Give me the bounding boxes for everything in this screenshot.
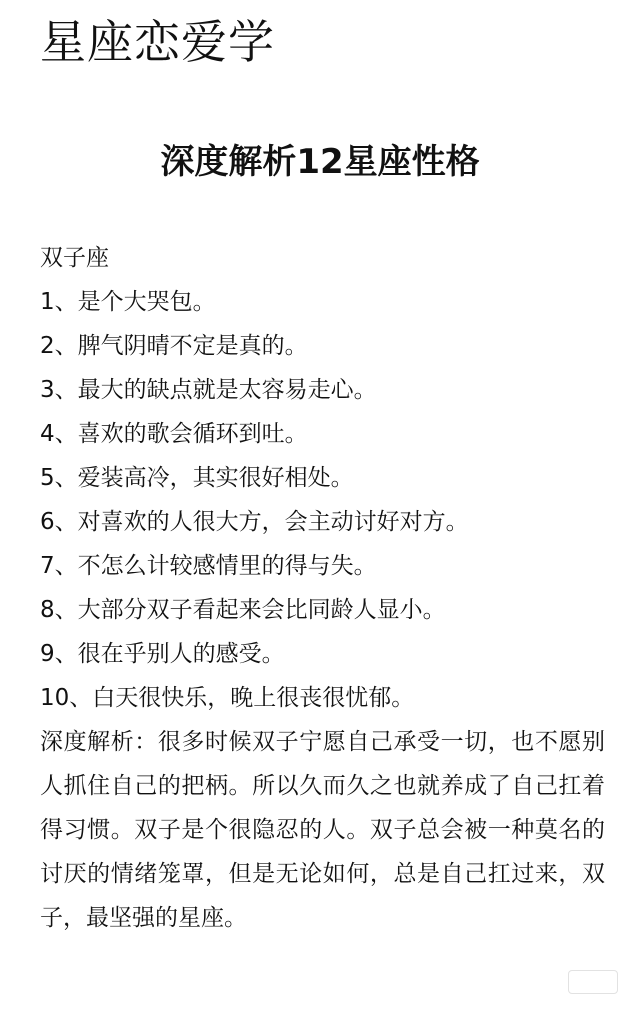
list-item: 2、脾气阴晴不定是真的。 [40, 333, 308, 359]
site-title: 星座恋爱学 [40, 15, 275, 69]
list-item: 7、不怎么计较感情里的得与失。 [40, 553, 377, 579]
analysis-paragraph: 深度解析：很多时候双子宁愿自己承受一切，也不愿别人抓住自己的把柄。所以久而久之也就养成了自己扛着得习惯。双子是个很隐忍的人。双子总会被一种莫名的讨厌的情绪笼罩，但是无论如何，总是自己扛过来，双子，最坚强的星座。 [40, 729, 605, 931]
list-item: 3、最大的缺点就是太容易走心。 [40, 377, 377, 403]
list-item: 8、大部分双子看起来会比同龄人显小。 [40, 597, 446, 623]
watermark-logo [568, 970, 618, 994]
list-item: 1、是个大哭包。 [40, 289, 216, 315]
article-body [40, 236, 605, 940]
sign-heading: 双子座 [40, 245, 109, 271]
article-title: 深度解析12星座性格 [160, 142, 480, 182]
list-item: 10、白天很快乐，晚上很丧很忧郁。 [40, 685, 415, 711]
list-item: 6、对喜欢的人很大方，会主动讨好对方。 [40, 509, 469, 535]
list-item: 4、喜欢的歌会循环到吐。 [40, 421, 308, 447]
list-item: 5、爱装高冷，其实很好相处。 [40, 465, 354, 491]
list-item: 9、很在乎别人的感受。 [40, 641, 285, 667]
